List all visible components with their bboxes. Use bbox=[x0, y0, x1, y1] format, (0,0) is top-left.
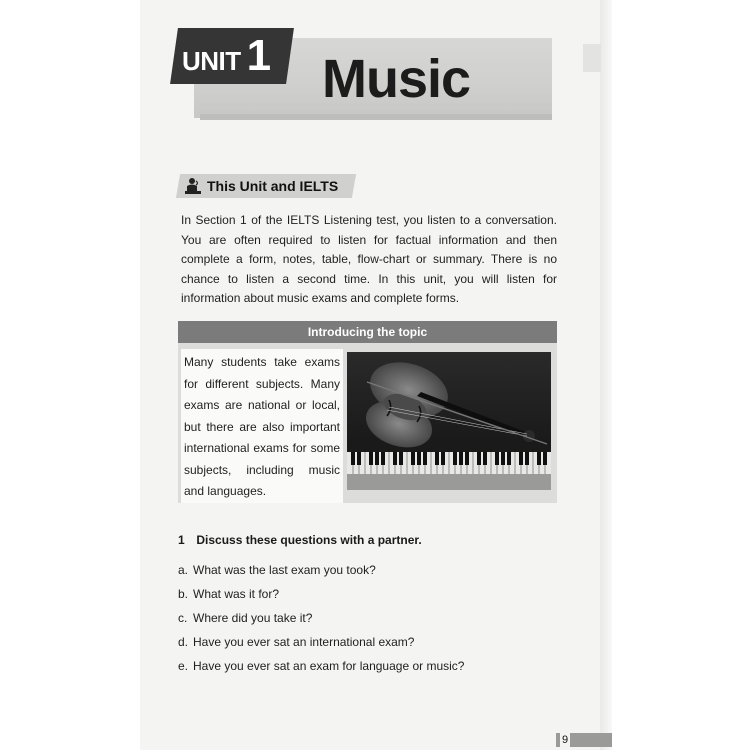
question-letter: c. bbox=[178, 611, 188, 625]
page-tab bbox=[583, 44, 601, 72]
exercise-number: 1 bbox=[178, 533, 185, 547]
unit-number: 1 bbox=[246, 31, 272, 80]
topic-paragraph: Many students take exams for different subjects. Many exams are national or local, but there are also important international exams for some subjects, including music and languages. bbox=[184, 355, 340, 498]
question-text: What was the last exam you took? bbox=[193, 563, 376, 577]
question-text: Where did you take it? bbox=[193, 611, 313, 625]
question-item bbox=[178, 611, 312, 625]
question-item bbox=[178, 635, 414, 649]
unit-label bbox=[182, 31, 272, 80]
topic-heading: Introducing the topic bbox=[178, 321, 557, 343]
question-letter: d. bbox=[178, 635, 189, 649]
exercise-instruction: Discuss these questions with a partner. bbox=[196, 533, 422, 547]
question-text: Have you ever sat an international exam? bbox=[193, 635, 415, 649]
question-letter: e. bbox=[178, 659, 189, 673]
unit-word: UNIT bbox=[182, 46, 241, 76]
intro-paragraph: In Section 1 of the IELTS Listening test, you listen to a conversation. You are often required to listen for factual information and then complete a form, notes, table, flow-chart or summary. There is no chance to listen a second time. In this unit, you will listen for information about music exams and complete forms. bbox=[181, 213, 557, 306]
question-letter: b. bbox=[178, 587, 189, 601]
question-item bbox=[178, 587, 279, 601]
title-band-shadow bbox=[200, 114, 552, 120]
question-text: What was it for? bbox=[193, 587, 280, 601]
page-number: 9 bbox=[562, 734, 569, 746]
discussion-heading bbox=[178, 533, 422, 547]
question-letter: a. bbox=[178, 563, 189, 577]
section-heading: This Unit and IELTS bbox=[207, 178, 339, 194]
question-item bbox=[178, 659, 464, 673]
question-text: Have you ever sat an exam for language or music? bbox=[193, 659, 465, 673]
page-edge bbox=[600, 0, 612, 750]
page-number-tab bbox=[556, 733, 612, 747]
page-title: Music bbox=[322, 49, 471, 109]
question-item bbox=[178, 563, 376, 577]
listening-person-icon bbox=[184, 177, 202, 195]
violin-piano-photo bbox=[347, 352, 551, 490]
